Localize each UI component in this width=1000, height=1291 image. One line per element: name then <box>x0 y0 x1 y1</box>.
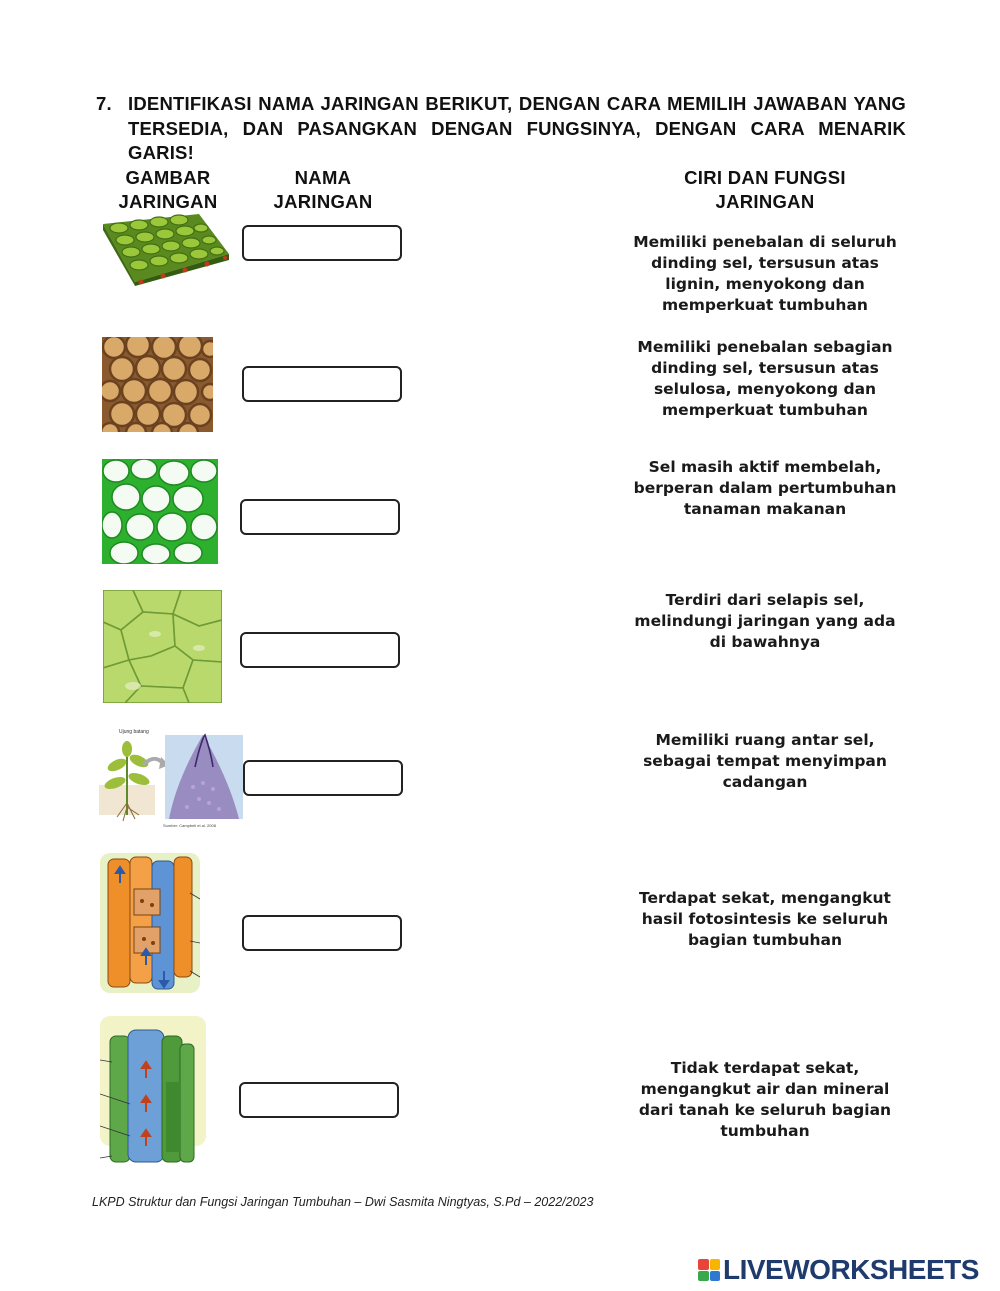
description-1[interactable]: Memiliki penebalan di seluruh dinding sel, tersusun atas lignin, menyokong dan memperkuat tumbuhan <box>633 233 897 314</box>
sclerenchyma-tissue-image <box>101 214 231 286</box>
description-2[interactable]: Memiliki penebalan sebagian dinding sel, tersusun atas selulosa, menyokong dan memperkuat tumbuhan <box>637 338 893 419</box>
collenchyma-tissue-image <box>102 337 213 432</box>
description-7[interactable]: Tidak terdapat sekat, mengangkut air dan mineral dari tanah ke seluruh bagian tumbuhan <box>638 1059 892 1140</box>
meristem-caption: Ujung batang <box>119 729 149 735</box>
instruction-text: IDENTIFIKASI NAMA JARINGAN BERIKUT, DENGAN CARA MEMILIH JAWABAN YANG TERSEDIA, DAN PASANGKAN DENGAN FUNGSINYA, DENGAN CARA MENARIK GARIS! <box>128 93 906 163</box>
liveworksheets-logo: LIVEWORKSHEETS <box>698 1256 979 1284</box>
xylem-tissue-image <box>100 1016 206 1166</box>
header-name: NAMA JARINGAN <box>273 167 373 212</box>
liveworksheets-icon <box>698 1259 720 1281</box>
description-3[interactable]: Sel masih aktif membelah, berperan dalam pertumbuhan tanaman makanan <box>633 458 897 518</box>
answer-box-2[interactable] <box>242 366 402 402</box>
answer-box-3[interactable] <box>240 499 400 535</box>
epidermis-tissue-image <box>103 590 222 703</box>
answer-box-4[interactable] <box>240 632 400 668</box>
answer-box-1[interactable] <box>242 225 402 261</box>
description-4[interactable]: Terdiri dari selapis sel, melindungi jaringan yang ada di bawahnya <box>634 591 896 651</box>
answer-box-7[interactable] <box>239 1082 399 1118</box>
instruction <box>96 92 906 166</box>
question-number: 7. <box>96 93 112 114</box>
meristem-source: Sumber: Campbell et al. 2008 <box>163 823 216 828</box>
meristem-tissue-image <box>99 727 245 829</box>
header-function: CIRI DAN FUNGSI JARINGAN <box>684 167 846 212</box>
description-6[interactable]: Terdapat sekat, mengangkut hasil fotosintesis ke seluruh bagian tumbuhan <box>639 889 891 949</box>
description-5[interactable]: Memiliki ruang antar sel, sebagai tempat menyimpan cadangan <box>643 731 887 791</box>
phloem-tissue-image <box>100 853 200 993</box>
footer-credit: LKPD Struktur dan Fungsi Jaringan Tumbuhan – Dwi Sasmita Ningtyas, S.Pd – 2022/2023 <box>92 1195 594 1209</box>
parenchyma-tissue-image <box>102 459 218 564</box>
answer-box-5[interactable] <box>243 760 403 796</box>
answer-box-6[interactable] <box>242 915 402 951</box>
header-image: GAMBAR JARINGAN <box>118 167 218 212</box>
